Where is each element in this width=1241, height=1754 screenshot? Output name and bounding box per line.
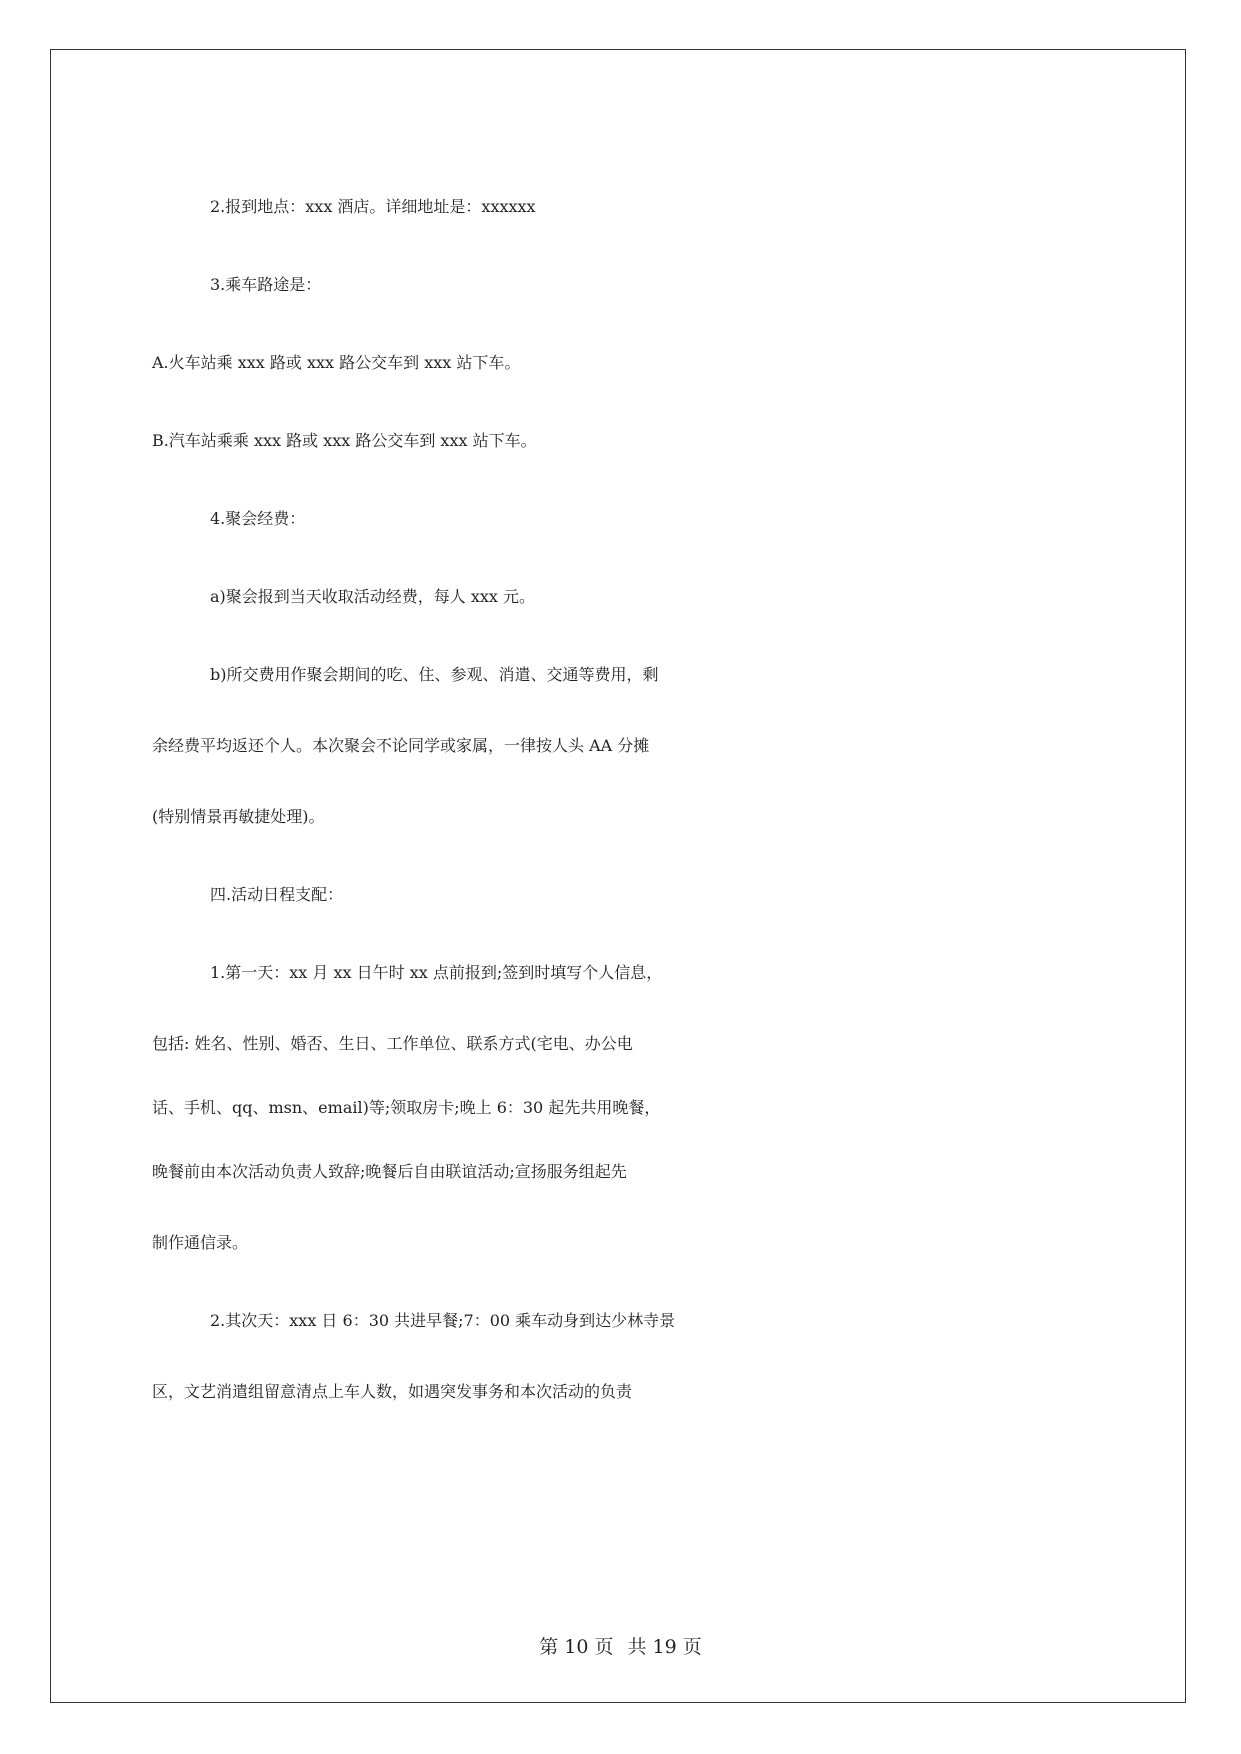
text-line: 区，文艺消遣组留意清点上车人数，如遇突发事务和本次活动的负责 <box>152 1382 633 1401</box>
text-line: B.汽车站乘乘 xxx 路或 xxx 路公交车到 xxx 站下车。 <box>152 431 537 450</box>
page-footer <box>0 1632 1241 1659</box>
text-line: 制作通信录。 <box>152 1233 249 1252</box>
text-line: b)所交费用作聚会期间的吃、住、参观、消遣、交通等费用，剩 <box>210 665 659 684</box>
text-line: 2.报到地点：xxx 酒店。详细地址是：xxxxxx <box>210 197 536 216</box>
text-line: 晚餐前由本次活动负责人致辞;晚餐后自由联谊活动;宣扬服务组起先 <box>152 1162 627 1181</box>
text-line: 1.第一天：xx 月 xx 日午时 xx 点前报到;签到时填写个人信息， <box>210 963 663 982</box>
text-line: 余经费平均返还个人。本次聚会不论同学或家属，一律按人头 AA 分摊 <box>152 736 650 755</box>
page-total: 共 19 页 <box>627 1636 702 1658</box>
text-line: a)聚会报到当天收取活动经费，每人 xxx 元。 <box>210 587 536 606</box>
text-line: 4.聚会经费： <box>210 509 306 528</box>
text-line: 3.乘车路途是： <box>210 275 322 294</box>
text-line: 包括: 姓名、性别、婚否、生日、工作单位、联系方式(宅电、办公电 <box>152 1034 633 1053</box>
text-line: A.火车站乘 xxx 路或 xxx 路公交车到 xxx 站下车。 <box>152 353 521 372</box>
page-number: 第 10 页 <box>539 1636 614 1658</box>
text-line: 2.其次天：xxx 日 6：30 共进早餐;7：00 乘车动身到达少林寺景 <box>210 1311 676 1330</box>
document-body <box>152 168 1092 1424</box>
text-line: 话、手机、qq、msn、email)等;领取房卡;晚上 6：30 起先共用晚餐， <box>152 1098 661 1117</box>
text-line: 四.活动日程支配： <box>210 885 344 904</box>
text-line: (特别情景再敏捷处理)。 <box>152 807 325 826</box>
